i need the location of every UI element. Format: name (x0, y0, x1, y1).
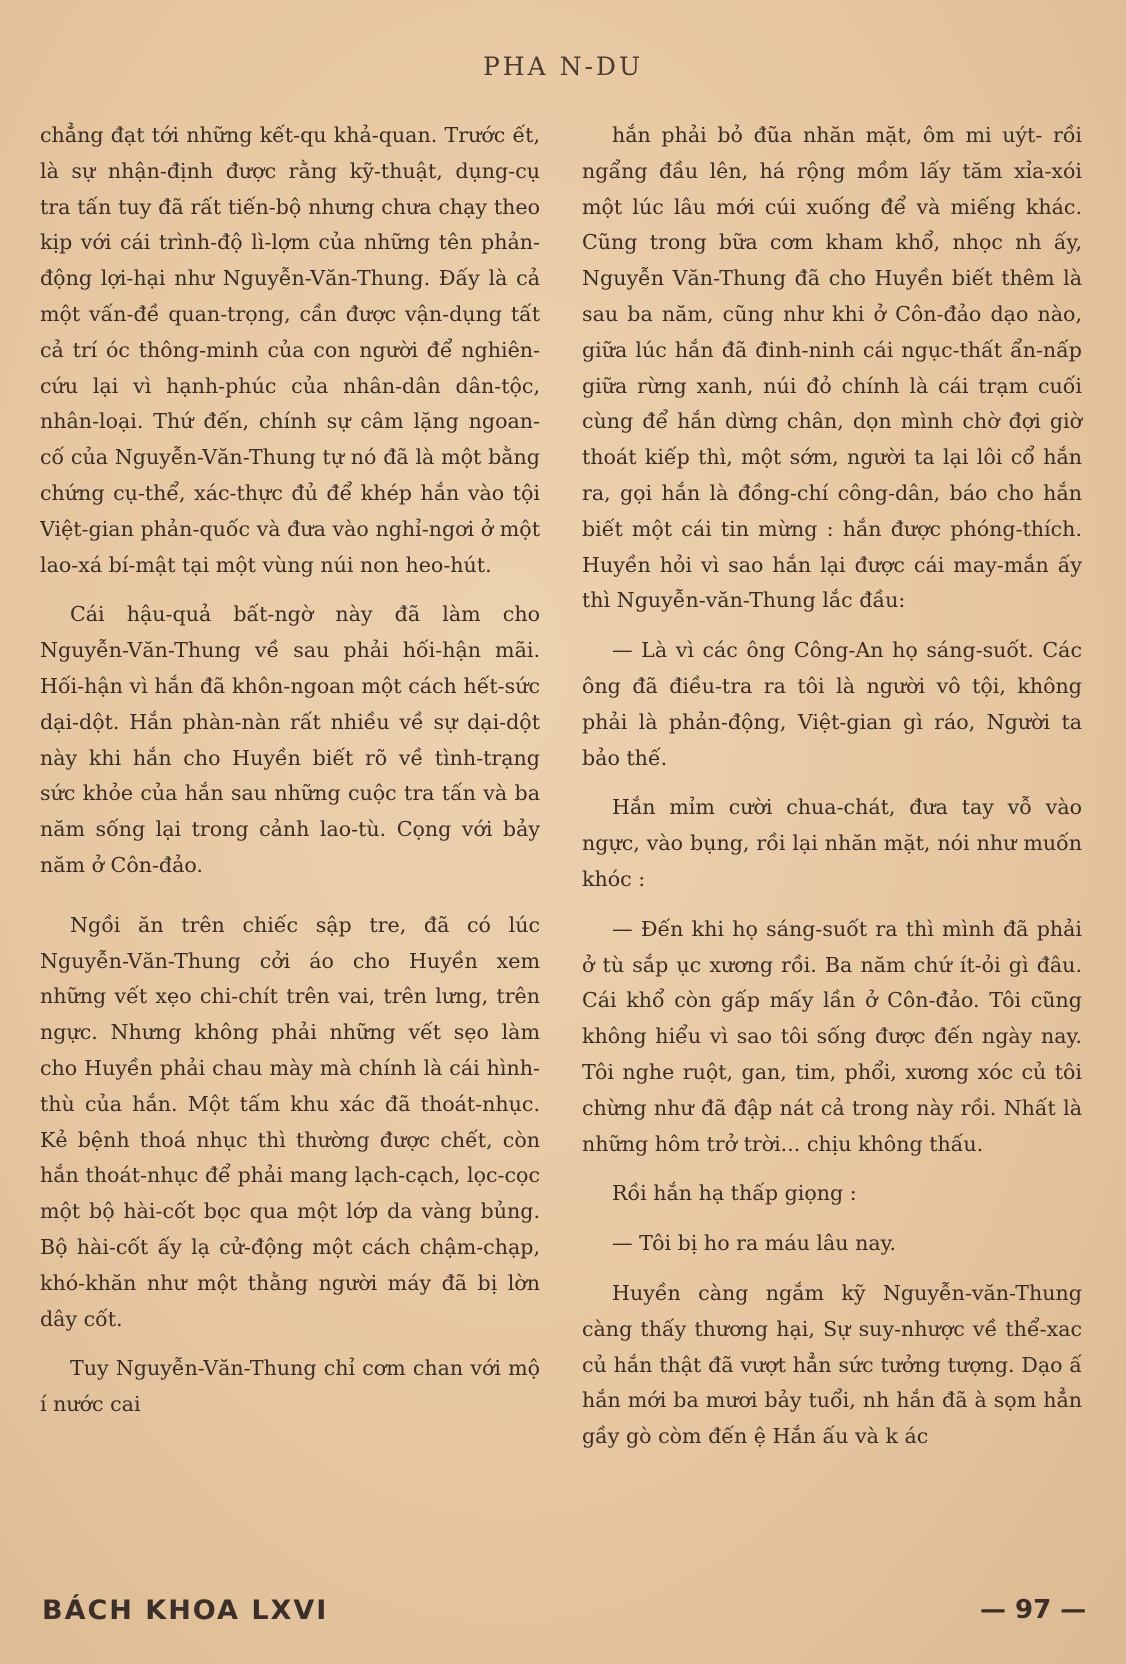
paragraph: Ngồi ăn trên chiếc sập tre, đã có lúc Nguyễn-Văn-Thung cởi áo cho Huyền xem những vết xẹo chi-chít trên vai, trên lưng, trên ngực. Nhưng không phải những vết sẹo làm cho Huyền phải chau mày mà chính là cái hình-thù của hắn. Một tấm khu xác đã thoát-nhục. Kẻ bệnh thoá nhục thì thường được chết, còn hắn thoát-nhục để phải mang lạch-cạch, lọc-cọc một bộ hài-cốt bọc qua một lớp da vàng bủng. Bộ hài-cốt ấy lạ cử-động một cách chậm-chạp, khó-khăn như một thằng người máy đã bị lờn dây cốt. (40, 912, 540, 1331)
paragraph: Cái hậu-quả bất-ngờ này đã làm cho Nguyễn-Văn-Thung về sau phải hối-hận mãi. Hối-hận vì hắn đã khôn-ngoan một cách hết-sức dại-dột. Hắn phàn-nàn rất nhiều về sự dại-dột này khi hắn cho Huyền biết rõ về tình-trạng sức khỏe của hắn sau những cuộc tra tấn và ba năm sống lại trong cảnh lao-tù. Cọng với bảy năm ở Côn-đảo. (40, 602, 540, 877)
paragraph: — Đến khi họ sáng-suốt ra thì mình đã phải ở tù sắp ục xương rồi. Ba năm chứ ít-ỏi gì đâu. Cái khổ còn gấp mấy lần ở Côn-đảo. Tôi cũng không hiểu vì sao tôi sống được đến ngày nay. Tôi nghe ruột, gan, tim, phổi, xương xóc củ tôi chừng như đã đập nát cả trong này rồi. Nhất là những hôm trở trời... chịu không thấu. (582, 916, 1082, 1156)
paragraph: — Là vì các ông Công-An họ sáng-suốt. Các ông đã điều-tra ra tôi là người vô tội, không phải là phản-động, Việt-gian gì ráo, Người ta bảo thế. (582, 638, 1082, 770)
paragraph: hắn phải bỏ đũa nhăn mặt, ôm mi uýt- rồi ngẩng đầu lên, há rộng mồm lấy tăm xỉa-xói một lúc lâu mới cúi xuống để và miếng khác. Cũng trong bữa cơm kham khổ, nhọc nh ấy, Nguyễn Văn-Thung đã cho Huyền biết thêm là sau ba năm, cũng như khi ở Côn-đảo dạo nào, giữa lúc hắn đã đinh-ninh cái ngục-thất ẩn-nấp giữa rừng xanh, núi đỏ chính là cái trạm cuối cùng để hắn dừng chân, dọn mình chờ đợi giờ thoát kiếp thì, một sớm, người ta lại lôi cổ hắn ra, gọi hắn là đồng-chí công-dân, báo cho hắn biết một cái tin mừng : hắn được phóng-thích. Huyền hỏi vì sao hắn lại được cái may-mắn ấy thì Nguyễn-văn-Thung lắc đầu: (582, 123, 1082, 613)
page-number: — 97 — (980, 1595, 1087, 1625)
paragraph: Tuy Nguyễn-Văn-Thung chỉ cơm chan với mộ í nước cai (40, 1356, 540, 1417)
left-column (40, 118, 540, 1423)
running-title: PHA N-DU (482, 52, 644, 81)
paragraph: Rồi hắn hạ thấp giọng : (612, 1181, 857, 1206)
paragraph: chẳng đạt tới những kết-qu khả-quan. Trước ết, là sự nhận-định được rằng kỹ-thuật, dụng-cụ tra tấn tuy đã rất tiến-bộ nhưng chưa chạy theo kịp với cái trình-độ lì-lợm của những tên phản-động lợi-hại như Nguyễn-Văn-Thung. Đấy là cả một vấn-đề quan-trọng, cần được vận-dụng tất cả trí óc thông-minh của con người để nghiên-cứu lại vì hạnh-phúc của nhân-dân dân-tộc, nhân-loại. Thứ đến, chính sự câm lặng ngoan-cố của Nguyễn-Văn-Thung tự nó đã là một bằng chứng cụ-thể, xác-thực đủ để khép hắn vào tội Việt-gian phản-quốc và đưa vào nghỉ-ngơi ở một lao-xá bí-mật tại một vùng núi non heo-hút. (40, 123, 540, 577)
paragraph: — Tôi bị ho ra máu lâu nay. (612, 1231, 897, 1256)
magazine-name: BÁCH KHOA LXVI (42, 1595, 329, 1626)
paragraph: Huyền càng ngắm kỹ Nguyễn-văn-Thung càng thấy thương hại, Sự suy-nhược về thể-xac củ hắn thật đã vượt hẳn sức tưởng tượng. Dạo ấ hắn mới ba mươi bảy tuổi, nh hắn đã à sọm hẳn gầy gò còm đến ệ Hắn ấu và k ác (582, 1280, 1082, 1449)
right-column (582, 118, 1082, 1455)
paragraph: Hắn mỉm cười chua-chát, đưa tay vỗ vào ngực, vào bụng, rồi lại nhăn mặt, nói như muốn khóc : (582, 795, 1082, 891)
